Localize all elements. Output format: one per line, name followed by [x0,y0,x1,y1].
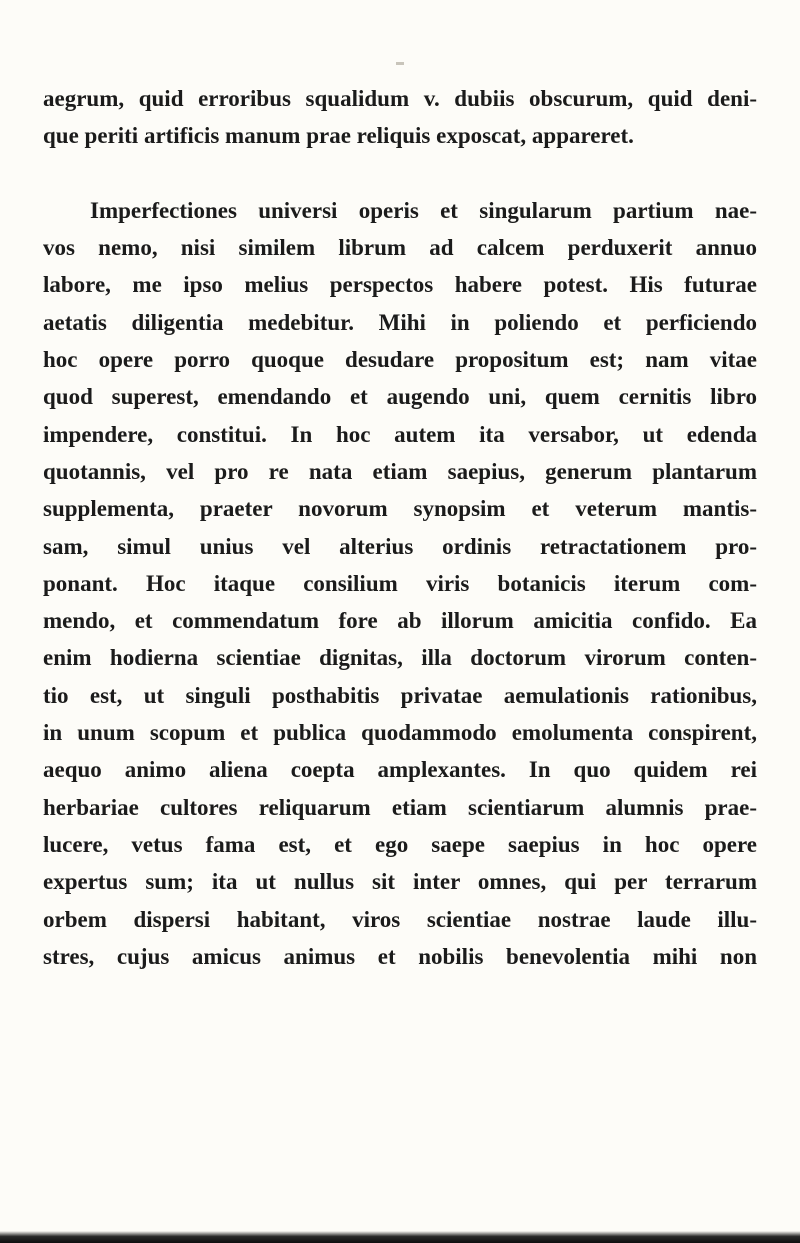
paragraph-2 [43,192,757,975]
text-line: ponant. Hoc itaque consilium viris botanicis iterum com- [43,570,757,596]
text-line: sam, simul unius vel alterius ordinis retractationem pro- [43,533,757,559]
text-line: herbariae cultores reliquarum etiam scientiarum alumnis prae- [43,794,757,820]
text-line: stres, cujus amicus animus et nobilis benevolentia mihi non [43,943,757,969]
text-line: enim hodierna scientiae dignitas, illa doctorum virorum conten- [43,645,757,671]
text-line: mendo, et commendatum fore ab illorum amicitia confido. Ea [43,608,757,634]
text-line: expertus sum; ita ut nullus sit inter omnes, qui per terrarum [43,869,757,895]
text-line: aetatis diligentia medebitur. Mihi in poliendo et perficiendo [43,309,757,335]
paragraph-gap [43,155,757,192]
text-line: hoc opere porro quoque desudare propositum est; nam vitae [43,347,757,373]
text-line: aegrum, quid erroribus squalidum v. dubiis obscurum, quid deni- [43,86,757,111]
text-line: vos nemo, nisi similem librum ad calcem perduxerit annuo [43,235,757,261]
text-line: orbem dispersi habitant, viros scientiae nostrae laude illu- [43,906,757,932]
text-line: que periti artificis manum prae reliquis exposcat, appareret. [43,123,634,149]
text-line: quotannis, vel pro re nata etiam saepius, generum plantarum [43,458,757,484]
text-line: lucere, vetus fama est, et ego saepe saepius in hoc opere [43,831,757,857]
text-line: quod superest, emendando et augendo uni, quem cernitis libro [43,384,757,410]
text-line: in unum scopum et publica quodammodo emolumenta conspirent, [43,720,757,746]
text-line: labore, me ipso melius perspectos habere potest. His futurae [43,272,757,298]
text-line: aequo animo aliena coepta amplexantes. In quo quidem rei [43,757,757,783]
text-line: impendere, constitui. In hoc autem ita versabor, ut edenda [43,421,757,447]
text-line: Imperfectiones universi operis et singularum partium nae- [90,197,757,223]
text-line: supplementa, praeter novorum synopsim et veterum mantis- [43,496,757,522]
text-line: tio est, ut singuli posthabitis privatae aemulationis rationibus, [43,682,757,708]
print-speck [396,62,404,65]
paragraph-1 [43,80,757,155]
bottom-scan-edge [0,1231,800,1243]
page-text [43,80,757,975]
